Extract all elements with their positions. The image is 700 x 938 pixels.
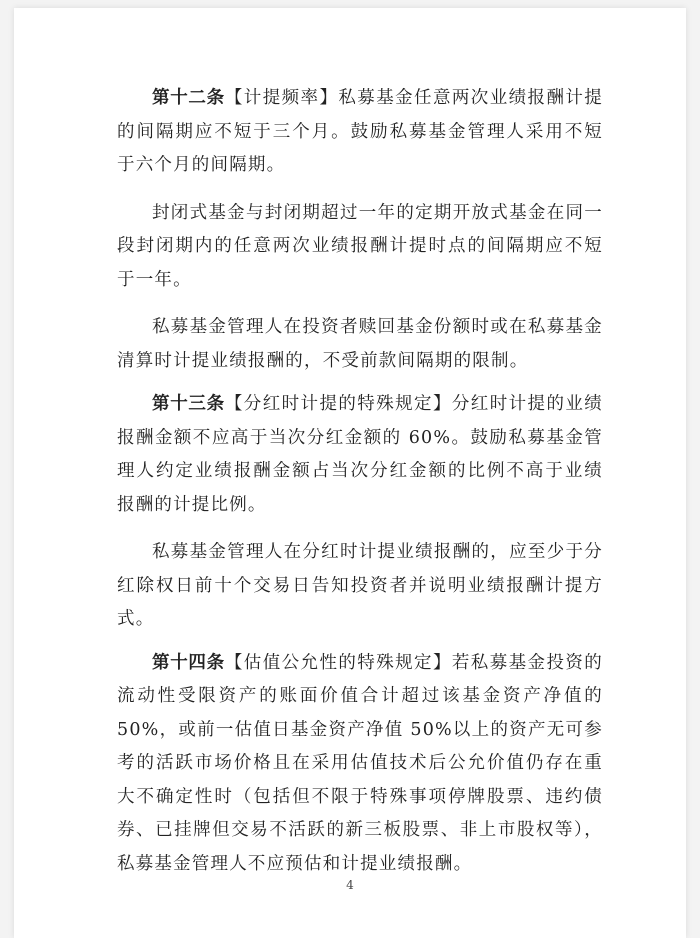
article-number: 第十四条 — [152, 652, 225, 673]
paragraph-text: 私募基金管理人在分红时计提业绩报酬的，应至少于分红除权日前十个交易日告知投资者并说明业绩报酬计提方式。 — [117, 542, 603, 629]
paragraph-text: 【计提频率】私募基金任意两次业绩报酬计提的间隔期应不短于三个月。鼓励私募基金管理人采用不短于六个月的间隔期。 — [117, 88, 604, 175]
paragraph — [117, 311, 603, 378]
paragraph — [117, 536, 603, 637]
paragraph-text: 【估值公允性的特殊规定】若私募基金投资的流动性受限资产的账面价值合计超过该基金资产净值的 50%，或前一估值日基金资产净值 50%以上的资产无可参考的活跃市场价格且在采用估值技术后公允价值仍存在重大不确定性时（包括但不限于特殊事项停牌股票、违约债券、已挂牌但交易不活跃的新三板股票、非上市股权等），私募基金管理人不应预估和计提业绩报酬。 — [117, 652, 604, 874]
paragraph-text: 私募基金管理人在投资者赎回基金份额时或在私募基金清算时计提业绩报酬的，不受前款间隔期的限制。 — [117, 317, 603, 371]
paragraph-article-14 — [117, 647, 603, 882]
paragraph-text: 【分红时计提的特殊规定】分红时计提的业绩报酬金额不应高于当次分红金额的 60%。鼓励私募基金管理人约定业绩报酬金额占当次分红金额的比例不高于业绩报酬的计提比例。 — [117, 394, 604, 515]
paragraph-article-13 — [117, 388, 603, 522]
paragraph-article-12 — [117, 82, 603, 183]
document-body — [117, 82, 603, 881]
paragraph — [117, 197, 603, 298]
document-page — [14, 8, 686, 938]
article-number: 第十三条 — [152, 394, 225, 414]
paragraph-text: 封闭式基金与封闭期超过一年的定期开放式基金在同一段封闭期内的任意两次业绩报酬计提时点的间隔期应不短于一年。 — [117, 202, 603, 290]
page-number: 4 — [346, 878, 354, 892]
article-number: 第十二条 — [152, 88, 225, 108]
